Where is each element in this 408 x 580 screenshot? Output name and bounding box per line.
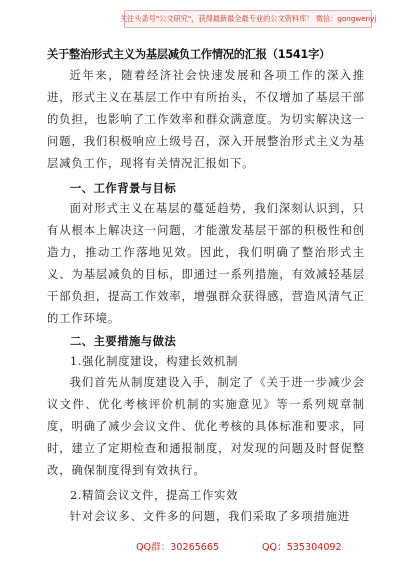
subheading-system-building: 1.强化制度建设，构建长效机制: [70, 355, 239, 368]
promo-banner: [119, 10, 377, 28]
promo-banner-text: 关注头条号"公文研究"，获得最新最全最专业的公文资料库！ 微信：gongwenyj: [119, 14, 377, 23]
section-heading-measures: 二、主要措施与做法: [70, 335, 177, 348]
page-footer: [0, 536, 408, 556]
qq-contact-number: QQ：535304092: [262, 542, 342, 553]
section-heading-background: 一、工作背景与目标: [70, 182, 177, 195]
background-paragraph: 面对形式主义在基层的蔓延趋势，我们深刻认识到，只有从根本上解决这一问题，才能激发基层干部的积极性和创造力，推动工作落地见效。因此，我们明确了整治形式主义、为基层减负的目标，即通过一系列措施，有效减轻基层干部负担，提高工作效率，增强群众获得感，营造风清气正的工作环境。: [47, 202, 365, 325]
document-title: 关于整治形式主义为基层减负工作情况的汇报（1541字）: [47, 48, 331, 61]
qq-group-number: QQ群：30265665: [136, 542, 220, 553]
subheading-streamline-meetings: 2.精简会议文件，提高工作实效: [70, 489, 239, 502]
intro-paragraph: 近年来，随着经济社会快速发展和各项工作的深入推进，形式主义在基层工作中有所抬头，不仅增加了基层干部的负担，也影响了工作效率和群众满意度。为切实解决这一问题，我们积极响应上级号召，深入开展整治形式主义为基层减负工作，现将有关情况汇报如下。: [47, 69, 365, 170]
system-building-paragraph: 我们首先从制度建设入手，制定了《关于进一步减少会议文件、优化考核评价机制的实施意见》等一系列规章制度，明确了减少会议文件、优化考核的具体标准和要求，同时，建立了定期检查和通报制度，对发现的问题及时督促整改，确保制度得到有效执行。: [47, 376, 365, 477]
streamline-meetings-paragraph: 针对会议多、文件多的问题，我们采取了多项措施进: [69, 510, 351, 523]
